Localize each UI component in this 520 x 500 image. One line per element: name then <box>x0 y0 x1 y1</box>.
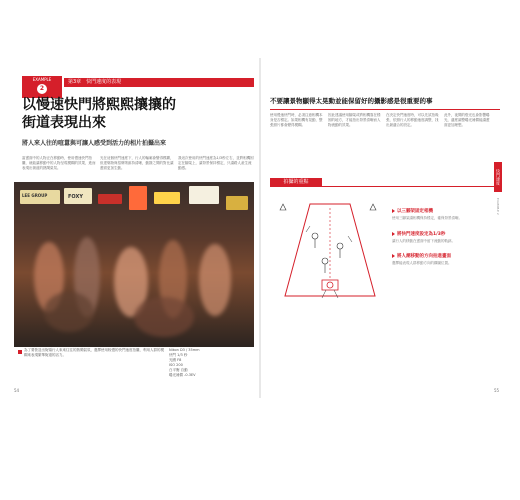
right-body-column-2: 因此建議使用腳架或將相機靠在穩固的地方，才能拍出背景清晰而人物流動的效果。 <box>328 113 381 127</box>
star-icon <box>280 204 286 210</box>
body-column-2: 光在這個快門速度下，行人的輪廓會變得模糊，但建築物與招牌則維持清晰，動靜之間的對比讓畫面更加生動。 <box>100 156 174 170</box>
legend-item-desc: 使用三腳架讓相機保持穩定，確保背景清晰。 <box>392 216 462 220</box>
diagram-legend <box>392 208 500 276</box>
spec-line: Nikon D3 / 35mm <box>169 348 200 352</box>
legend-item <box>392 253 500 266</box>
spec-line: 快門 1/3 秒 <box>169 353 188 357</box>
title-line-2: 街道表現出來 <box>22 115 106 131</box>
legend-item <box>392 231 500 244</box>
section-label: 第3章 快門速度的表現 <box>64 78 254 87</box>
photo-caption: 為了要營造出街頭行人來來往往的熱鬧氣氛，選擇使用較慢的快門速度拍攝，利用人群的模糊來表現繁華街道的活力。 <box>24 348 164 357</box>
page-number-left: 54 <box>14 388 20 393</box>
example-number: 2 <box>37 84 47 94</box>
page-title <box>22 96 252 132</box>
arrow-icon <box>392 209 395 213</box>
right-page <box>262 58 502 398</box>
legend-item <box>392 208 500 221</box>
diagram-rule <box>322 186 500 187</box>
street-photo <box>14 182 254 347</box>
legend-item-desc: 讓行人的移動在畫面中留下流動的軌跡。 <box>392 238 455 243</box>
example-tag <box>22 76 62 98</box>
star-icon <box>370 204 376 210</box>
chapter-side-tab: 快門速度 <box>494 162 502 192</box>
spec-line: 白平衡 自動 <box>169 368 188 372</box>
photo-specs <box>169 348 249 378</box>
example-tag-text: EXAMPLE <box>32 77 52 82</box>
spec-line: 曝光補償 -0.3EV <box>169 373 196 377</box>
page-gutter <box>259 58 261 398</box>
spec-line: ISO 200 <box>169 363 183 367</box>
arrow-icon <box>392 254 395 258</box>
example-side-mark: EXAMPLE 2 <box>496 198 500 215</box>
right-body-column-3: 在決定快門速度時，可以先試拍幾張，依照行人的移動速度調整，找出最適合的設定。 <box>386 113 439 127</box>
page-number-right: 55 <box>494 388 500 393</box>
title-line-1: 以慢速快門將熙熙攘攘的 <box>22 97 176 113</box>
legend-item-title: 將快門速度設定為1/3秒 <box>397 231 446 237</box>
arrow-icon <box>392 232 395 236</box>
caption-marker <box>18 350 22 354</box>
body-column-1: 當畫面中的人物正在移動時，使用慢速快門拍攝，就能讓移動中的人物呈現模糊的效果，進而表現出街道的熱鬧氣氛。 <box>22 156 96 170</box>
photo-sign-text-2: FOXY <box>68 194 83 200</box>
legend-item-title: 將人潮移動的方向拍進畫面 <box>397 254 451 259</box>
legend-item-title: 以三腳架固定相機 <box>397 209 433 214</box>
page-subtitle: 將人來人往的喧囂與可讓人感受到活力的相片拍攝出來 <box>22 140 167 147</box>
camera-icon <box>322 280 338 290</box>
left-page <box>14 58 254 398</box>
legend-item-desc: 選擇能表現人群移動方向的構圖位置。 <box>392 261 452 265</box>
spec-line: 光圈 F8 <box>169 358 182 362</box>
shooting-diagram <box>270 196 390 301</box>
right-body-column-1: 使用慢速快門時，必須注意相機本身是否穩定。如果相機有晃動，整張照片都會變得模糊。 <box>270 113 323 127</box>
body-column-3: 我這次使用的快門速度為1/3秒左右，並將相機固定在腳架上，讓背景保持穩定，只讓路人產生流動感。 <box>178 156 254 170</box>
diagram-title: 拍攝的重點 <box>270 178 322 187</box>
photo-sign-text-1: LEE GROUP <box>22 193 48 198</box>
right-page-heading: 不要讓景物顯得太晃動並能保留好的攝影感是很重要的事 <box>270 96 500 110</box>
right-body-column-4: 此外，夜間的燈光也會影響曝光，適度調整曝光補償能讓畫面更加理想。 <box>444 113 490 127</box>
